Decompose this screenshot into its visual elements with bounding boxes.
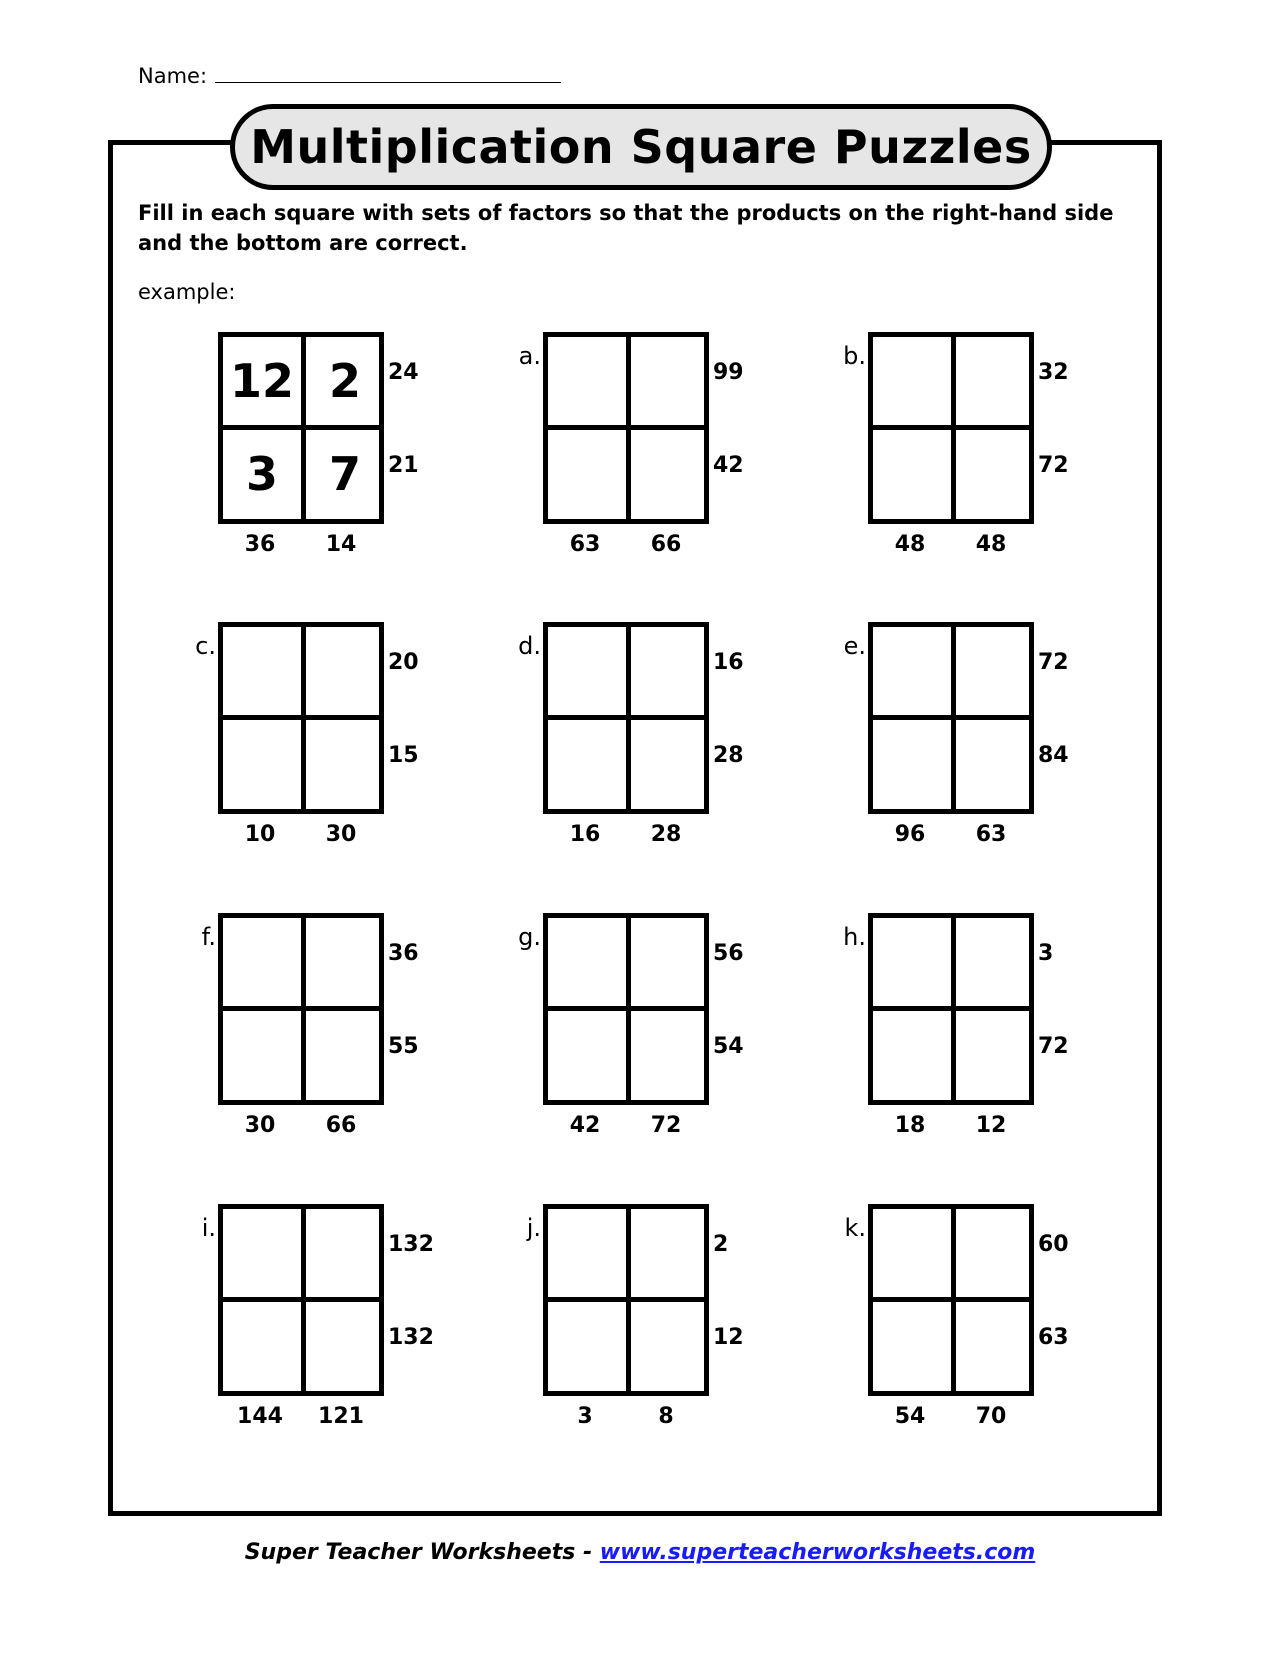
example-label: example: [138,280,236,304]
row-product: 84 [1038,743,1069,768]
name-label: Name: [138,64,208,88]
puzzle-cell[interactable] [306,1302,384,1390]
row-product: 132 [388,1325,434,1350]
puzzle-cell[interactable] [306,720,384,808]
puzzle-label: a. [518,342,541,370]
puzzle-cell[interactable] [631,1011,709,1099]
column-product: 3 [577,1404,593,1429]
puzzle-label: f. [201,923,216,951]
puzzle-j [526,1204,783,1434]
puzzle-cell[interactable] [548,337,626,425]
example-puzzle [218,332,458,562]
puzzle-grid [868,332,1034,524]
puzzle-cell[interactable] [873,1209,951,1297]
name-field[interactable] [215,64,561,83]
puzzle-cell[interactable] [956,1011,1034,1099]
puzzle-cell[interactable] [873,1302,951,1390]
puzzle-grid [543,1204,709,1396]
puzzle-grid [543,622,709,814]
row-product: 15 [388,743,419,768]
puzzle-grid [218,913,384,1105]
puzzle-cell[interactable] [956,337,1034,425]
puzzle-cell[interactable] [306,627,384,715]
puzzle-cell[interactable] [631,627,709,715]
column-product: 48 [894,532,926,557]
puzzle-cell[interactable] [548,627,626,715]
puzzle-g [518,913,783,1143]
puzzle-cell[interactable] [548,1209,626,1297]
row-product: 56 [713,941,744,966]
puzzle-grid [543,332,709,524]
row-product: 42 [713,453,744,478]
column-product: 63 [975,822,1007,847]
puzzle-grid [868,1204,1034,1396]
column-product: 54 [894,1404,926,1429]
column-product: 30 [244,1113,276,1138]
row-product: 72 [1038,1034,1069,1059]
puzzle-cell[interactable] [956,1302,1034,1390]
row-product: 3 [1038,941,1054,966]
column-product: 16 [569,822,601,847]
column-product: 144 [237,1404,283,1429]
puzzle-cell[interactable] [223,1209,301,1297]
row-product: 32 [1038,360,1069,385]
row-product: 54 [713,1034,744,1059]
puzzle-label: c. [195,632,216,660]
puzzle-cell[interactable] [223,720,301,808]
puzzle-b [843,332,1108,562]
puzzle-label: g. [518,923,541,951]
puzzle-cell[interactable] [873,918,951,1006]
puzzle-cell[interactable] [956,627,1034,715]
footer [0,1540,1280,1565]
puzzle-i [201,1204,458,1434]
row-product: 24 [388,360,419,385]
puzzle-label: j. [526,1214,541,1242]
puzzle-cell[interactable] [306,1209,384,1297]
row-product: 20 [388,650,419,675]
puzzle-grid [218,1204,384,1396]
puzzle-grid [868,622,1034,814]
page-title: Multiplication Square Puzzles [230,104,1052,190]
puzzle-cell[interactable] [956,720,1034,808]
puzzle-grid [543,913,709,1105]
column-product: 96 [894,822,926,847]
puzzle-cell[interactable] [873,720,951,808]
column-product: 42 [569,1113,601,1138]
row-product: 72 [1038,650,1069,675]
column-product: 8 [658,1404,674,1429]
puzzle-cell: 7 [328,447,361,501]
puzzle-cell[interactable] [223,627,301,715]
puzzle-cell[interactable] [631,430,709,518]
column-product: 14 [325,532,357,557]
puzzle-cell[interactable] [548,430,626,518]
column-product: 30 [325,822,357,847]
puzzle-c [195,622,458,852]
row-product: 16 [713,650,744,675]
column-product: 12 [975,1113,1007,1138]
puzzle-label: d. [518,632,541,660]
column-product: 36 [244,532,276,557]
row-product: 132 [388,1232,434,1257]
row-product: 99 [713,360,744,385]
puzzle-cell[interactable] [956,1209,1034,1297]
puzzle-k [844,1204,1108,1434]
puzzle-cell[interactable] [873,1011,951,1099]
puzzle-label: h. [843,923,866,951]
puzzle-cell[interactable] [548,720,626,808]
instructions: Fill in each square with sets of factors so that the products on the right-hand side and the bottom are correct. [138,201,1114,255]
puzzle-f [201,913,458,1143]
puzzle-d [518,622,783,852]
column-product: 63 [569,532,601,557]
footer-separator: - [575,1540,600,1565]
column-product: 72 [650,1113,682,1138]
puzzle-cell[interactable] [306,918,384,1006]
puzzle-cell[interactable] [873,430,951,518]
column-product: 10 [244,822,276,847]
column-product: 28 [650,822,682,847]
puzzle-cell[interactable] [223,918,301,1006]
puzzle-cell[interactable] [631,720,709,808]
puzzle-grid [218,332,384,524]
name-line [138,64,561,88]
row-product: 63 [1038,1325,1069,1350]
column-product: 66 [650,532,682,557]
puzzle-cell[interactable] [306,1011,384,1099]
puzzle-grid [218,622,384,814]
puzzle-cell[interactable] [956,918,1034,1006]
puzzle-cell: 12 [229,354,294,408]
column-product: 66 [325,1113,357,1138]
column-product: 70 [975,1404,1007,1429]
column-product: 48 [975,532,1007,557]
puzzle-cell[interactable] [223,1302,301,1390]
column-product: 18 [894,1113,926,1138]
row-product: 21 [388,453,419,478]
row-product: 28 [713,743,744,768]
puzzle-grid [868,913,1034,1105]
puzzle-cell[interactable] [548,1302,626,1390]
row-product: 12 [713,1325,744,1350]
puzzle-h [843,913,1108,1143]
puzzle-e [843,622,1108,852]
puzzle-label: i. [201,1214,216,1242]
puzzle-cell[interactable] [631,1209,709,1297]
row-product: 55 [388,1034,419,1059]
puzzle-cell[interactable] [631,1302,709,1390]
puzzle-cell[interactable] [548,918,626,1006]
row-product: 72 [1038,453,1069,478]
puzzle-cell[interactable] [631,337,709,425]
puzzle-cell[interactable] [223,1011,301,1099]
puzzle-a [518,332,783,562]
column-product: 121 [318,1404,364,1429]
puzzle-cell: 2 [328,354,361,408]
puzzle-cell[interactable] [873,337,951,425]
puzzle-cell[interactable] [956,430,1034,518]
puzzle-cell: 3 [245,447,278,501]
row-product: 60 [1038,1232,1069,1257]
footer-link[interactable]: www.superteacherworksheets.com [599,1540,1036,1565]
puzzle-cell[interactable] [631,918,709,1006]
row-product: 36 [388,941,419,966]
puzzle-label: b. [843,342,866,370]
puzzle-cell[interactable] [873,627,951,715]
footer-brand: Super Teacher Worksheets [244,1540,576,1565]
puzzle-cell[interactable] [548,1011,626,1099]
puzzle-label: k. [844,1214,866,1242]
row-product: 2 [713,1232,729,1257]
puzzle-label: e. [843,632,866,660]
